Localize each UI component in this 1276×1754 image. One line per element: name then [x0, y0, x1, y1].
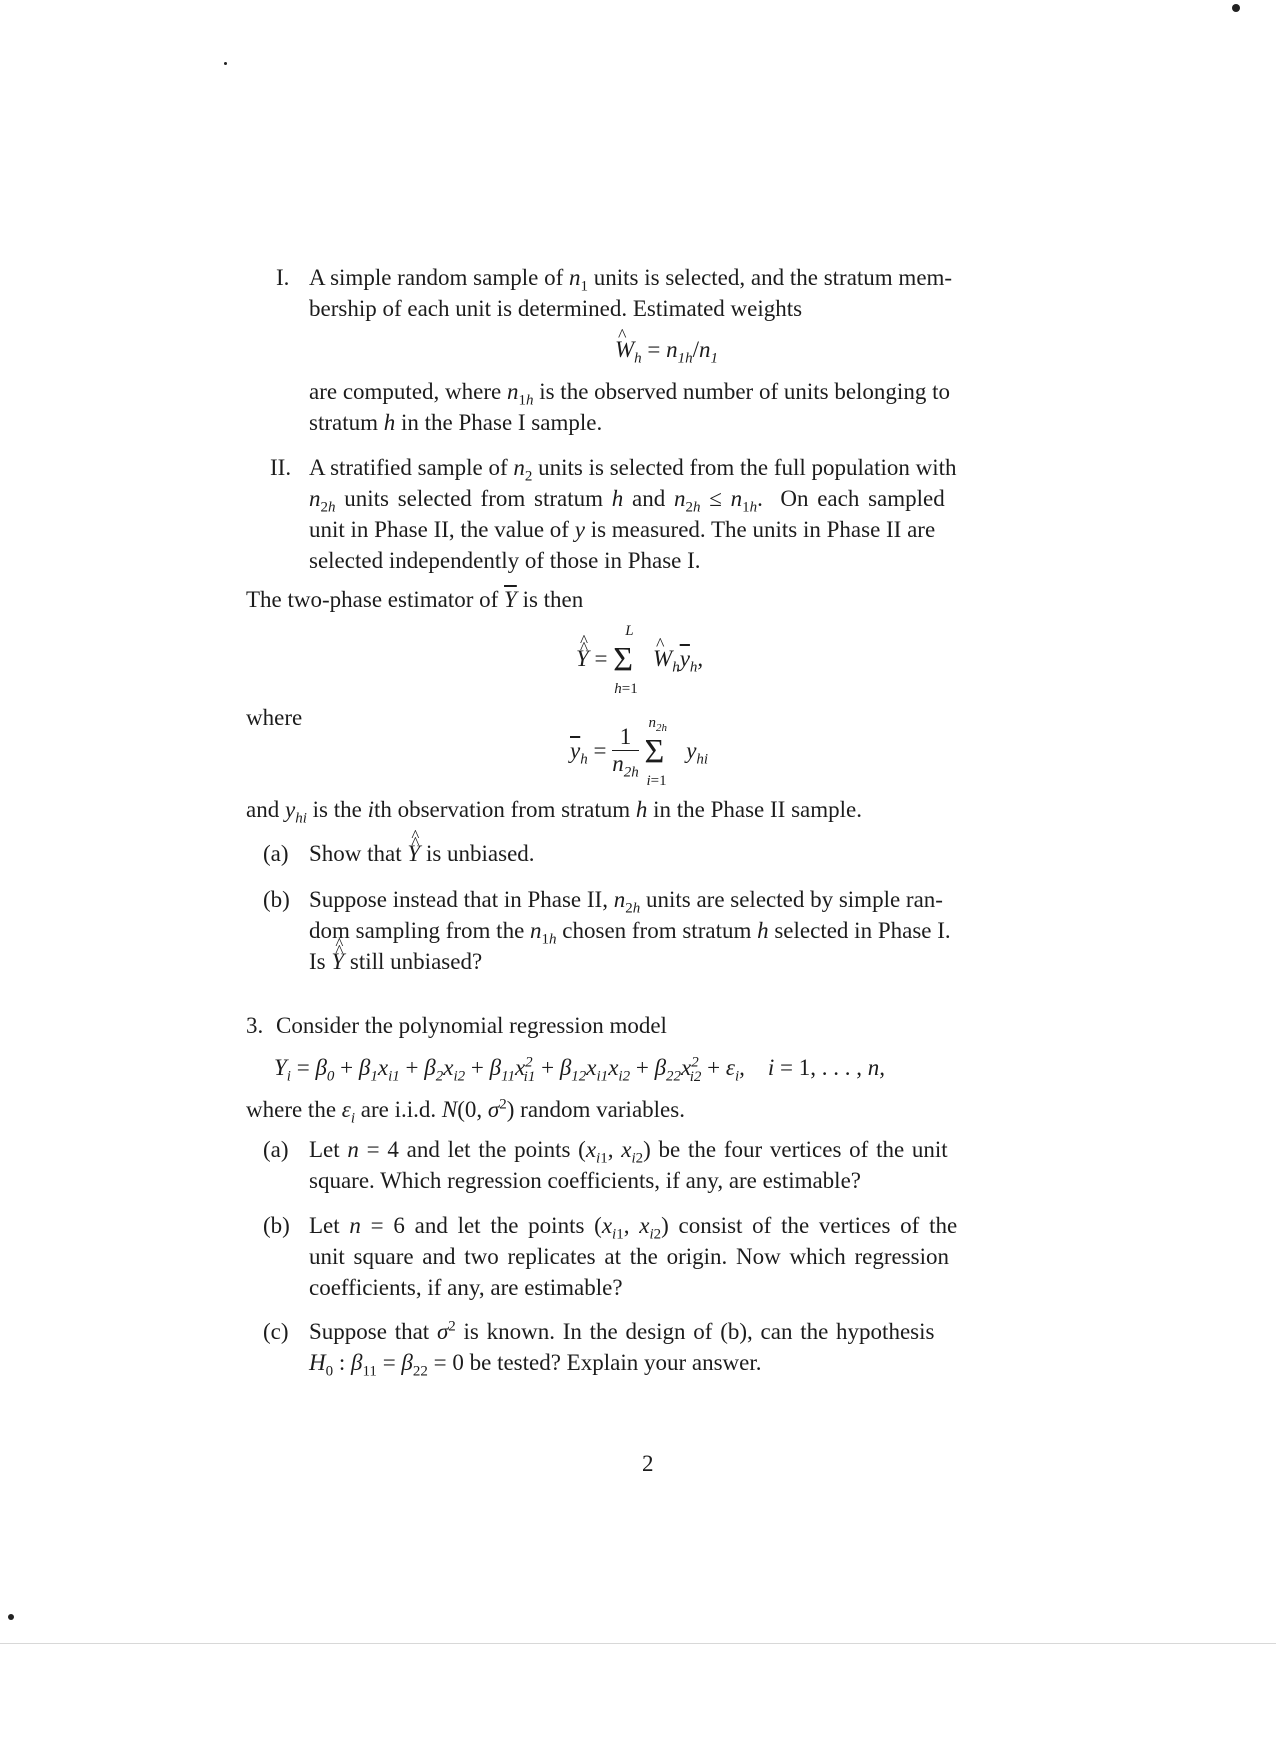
estimator-equation: ^ Y ^ = Σ L h=1 ^ $W_h\overline{y}_h$,: [576, 640, 703, 674]
part-a-text: Show that ^ Y ^ is unbiased.: [309, 838, 535, 869]
regression-model-equation: $Y_i = \beta_0 + \beta_1x_{i1} + \beta_2x_{i2} + \beta_{11}x^2_{i1} + \beta_{12}x_{i1}x_{i2} + \beta_{22}x^2_{i2} + \varepsilon_i$, i = 1, . . . , n,: [274, 1054, 886, 1085]
problem-3c-label: (c): [263, 1319, 289, 1344]
scan-speck-1: [1232, 4, 1240, 12]
phase-1-label: I.: [276, 265, 290, 290]
phase-2-line-4: selected independently of those in Phase I.: [309, 548, 701, 573]
problem-3b-text: [309, 1210, 1071, 1303]
part-b-line-2: dom sampling from the $n_{1h}$ chosen from stratum h selected in Phase I.: [309, 918, 951, 948]
part-b-text: [309, 884, 1071, 977]
problem-3b-label: (b): [263, 1213, 290, 1238]
part-a-label: (a): [263, 841, 289, 866]
problem-3a-line-2: square. Which regression coefficients, if any, are estimable?: [309, 1168, 861, 1193]
phase-1-after-line-1: are computed, where $n_{1h}$ is the observed number of units belonging to: [309, 379, 950, 409]
problem-3c-line-2: $H_0$ : $\beta_{11} = \beta_{22} = 0$ be tested? Explain your answer.: [309, 1350, 762, 1380]
part-b-line-1: Suppose instead that in Phase II, $n_{2h}$ units are selected by simple ran-: [309, 887, 943, 917]
part-b-label: (b): [263, 887, 290, 912]
phase-1-after-text: [309, 376, 1069, 438]
problem-3b-line-2: unit square and two replicates at the origin. Now which regression: [309, 1244, 949, 1269]
phase-2-line-3: unit in Phase II, the value of y is measured. The units in Phase II are: [309, 517, 936, 542]
problem-3c-line-1: Suppose that $\sigma^2$ is known. In the design of (b), can the hypothesis: [309, 1318, 935, 1344]
problem-3b-line-3: coefficients, if any, are estimable?: [309, 1275, 623, 1300]
phase-2-label: II.: [270, 455, 292, 480]
mean-equation: $\overline{y}_h$ = $\frac{1}{n_{2h}}$ Σ $n_{2h}$ i=1 $y_{hi}$: [570, 714, 709, 789]
and-line: and $y_{hi}$ is the ith observation from stratum h in the Phase II sample.: [246, 797, 862, 827]
phase-1-line-1: A simple random sample of $n_1$ units is selected, and the stratum mem-: [309, 265, 953, 295]
problem-3a-label: (a): [263, 1137, 289, 1162]
problem-3b-line-1: Let n = 6 and let the points ($x_{i1}$, $x_{i2}$) consist of the vertices of the: [309, 1213, 958, 1243]
scan-speck-3: [224, 62, 227, 65]
scan-edge-line: [0, 1643, 1276, 1644]
part-b-line-3: Is ^ Y ^ still unbiased?: [309, 946, 1071, 977]
problem-3-intro: Consider the polynomial regression model: [276, 1013, 667, 1038]
phase-1-text: [309, 262, 1069, 324]
phase-2-text: [309, 452, 1071, 576]
phase-2-line-2: $n_{2h}$ units selected from stratum h and $n_{2h} \le n_{1h}$. On each sampled: [309, 486, 945, 516]
two-phase-intro: The two-phase estimator of $\overline{Y}$ is then: [246, 587, 584, 612]
where-label: where: [246, 705, 303, 730]
page-number: 2: [642, 1451, 654, 1476]
model-where-text: where the $\varepsilon_i$ are i.i.d. N(0, $\sigma^2$) random variables.: [246, 1096, 685, 1127]
weights-equation: ^ $W_h = n_{1h}/n_1$: [615, 334, 718, 365]
phase-1-line-2: bership of each unit is determined. Estimated weights: [309, 296, 803, 321]
problem-3a-line-1: Let n = 4 and let the points ($x_{i1}$, $x_{i2}$) be the four vertices of the unit: [309, 1137, 948, 1167]
phase-2-line-1: A stratified sample of $n_2$ units is selected from the full population with: [309, 455, 957, 485]
problem-3c-text: [309, 1316, 1071, 1378]
problem-3a-text: [309, 1134, 1071, 1196]
scan-speck-2: [8, 1614, 14, 1620]
phase-1-after-line-2: stratum h in the Phase I sample.: [309, 410, 603, 435]
problem-3-number: 3.: [246, 1013, 264, 1038]
